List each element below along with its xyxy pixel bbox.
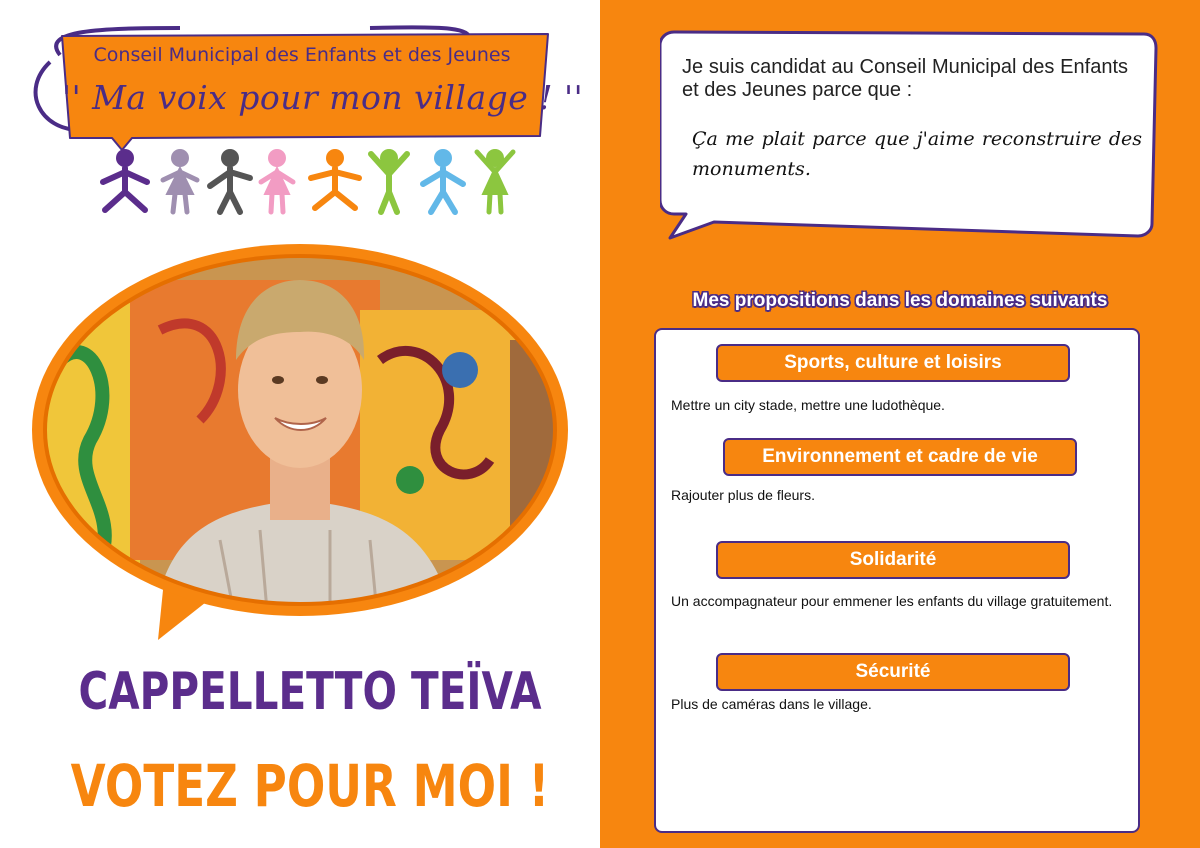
proposal-sports: Mettre un city stade, mettre une ludothèque. [671,397,945,413]
kid-figure-icon [423,149,463,212]
header-title: Conseil Municipal des Enfants et des Jeunes [93,44,511,66]
category-securite: Sécurité [716,653,1070,691]
candidate-photo [0,240,600,645]
proposals-title: Mes propositions dans les domaines suivants [692,290,1108,311]
category-environnement: Environnement et cadre de vie [723,438,1077,476]
category-solidarite: Solidarité [716,541,1070,579]
kid-figure-icon [477,149,513,212]
proposal-solidarite: Un accompagnateur pour emmener les enfants du village gratuitement. [671,593,1113,609]
proposal-environnement: Rajouter plus de fleurs. [671,487,815,503]
category-sports: Sports, culture et loisirs [716,344,1070,382]
vote-call-to-action: VOTEZ POUR MOI ! [70,752,550,820]
kid-figure-icon [371,149,407,212]
proposal-securite: Plus de caméras dans le village. [671,696,872,712]
reason-text: Ça me plait parce que j'aime reconstruire des monuments. [692,128,1142,180]
kid-figure-icon [311,149,359,208]
header-speech-bubble [0,0,600,150]
kid-figure-icon [261,149,293,212]
reason-intro: Je suis candidat au Conseil Municipal des Enfants et des Jeunes parce que : [682,56,1128,101]
header-slogan: '' Ma voix pour mon village ! '' [62,78,584,117]
candidate-name: CAPPELLETTO TEÏVA [78,662,542,722]
kid-figures-row [95,148,525,220]
kid-figure-icon [103,149,147,210]
kid-figure-icon [163,149,197,212]
kid-figure-icon [210,149,250,212]
